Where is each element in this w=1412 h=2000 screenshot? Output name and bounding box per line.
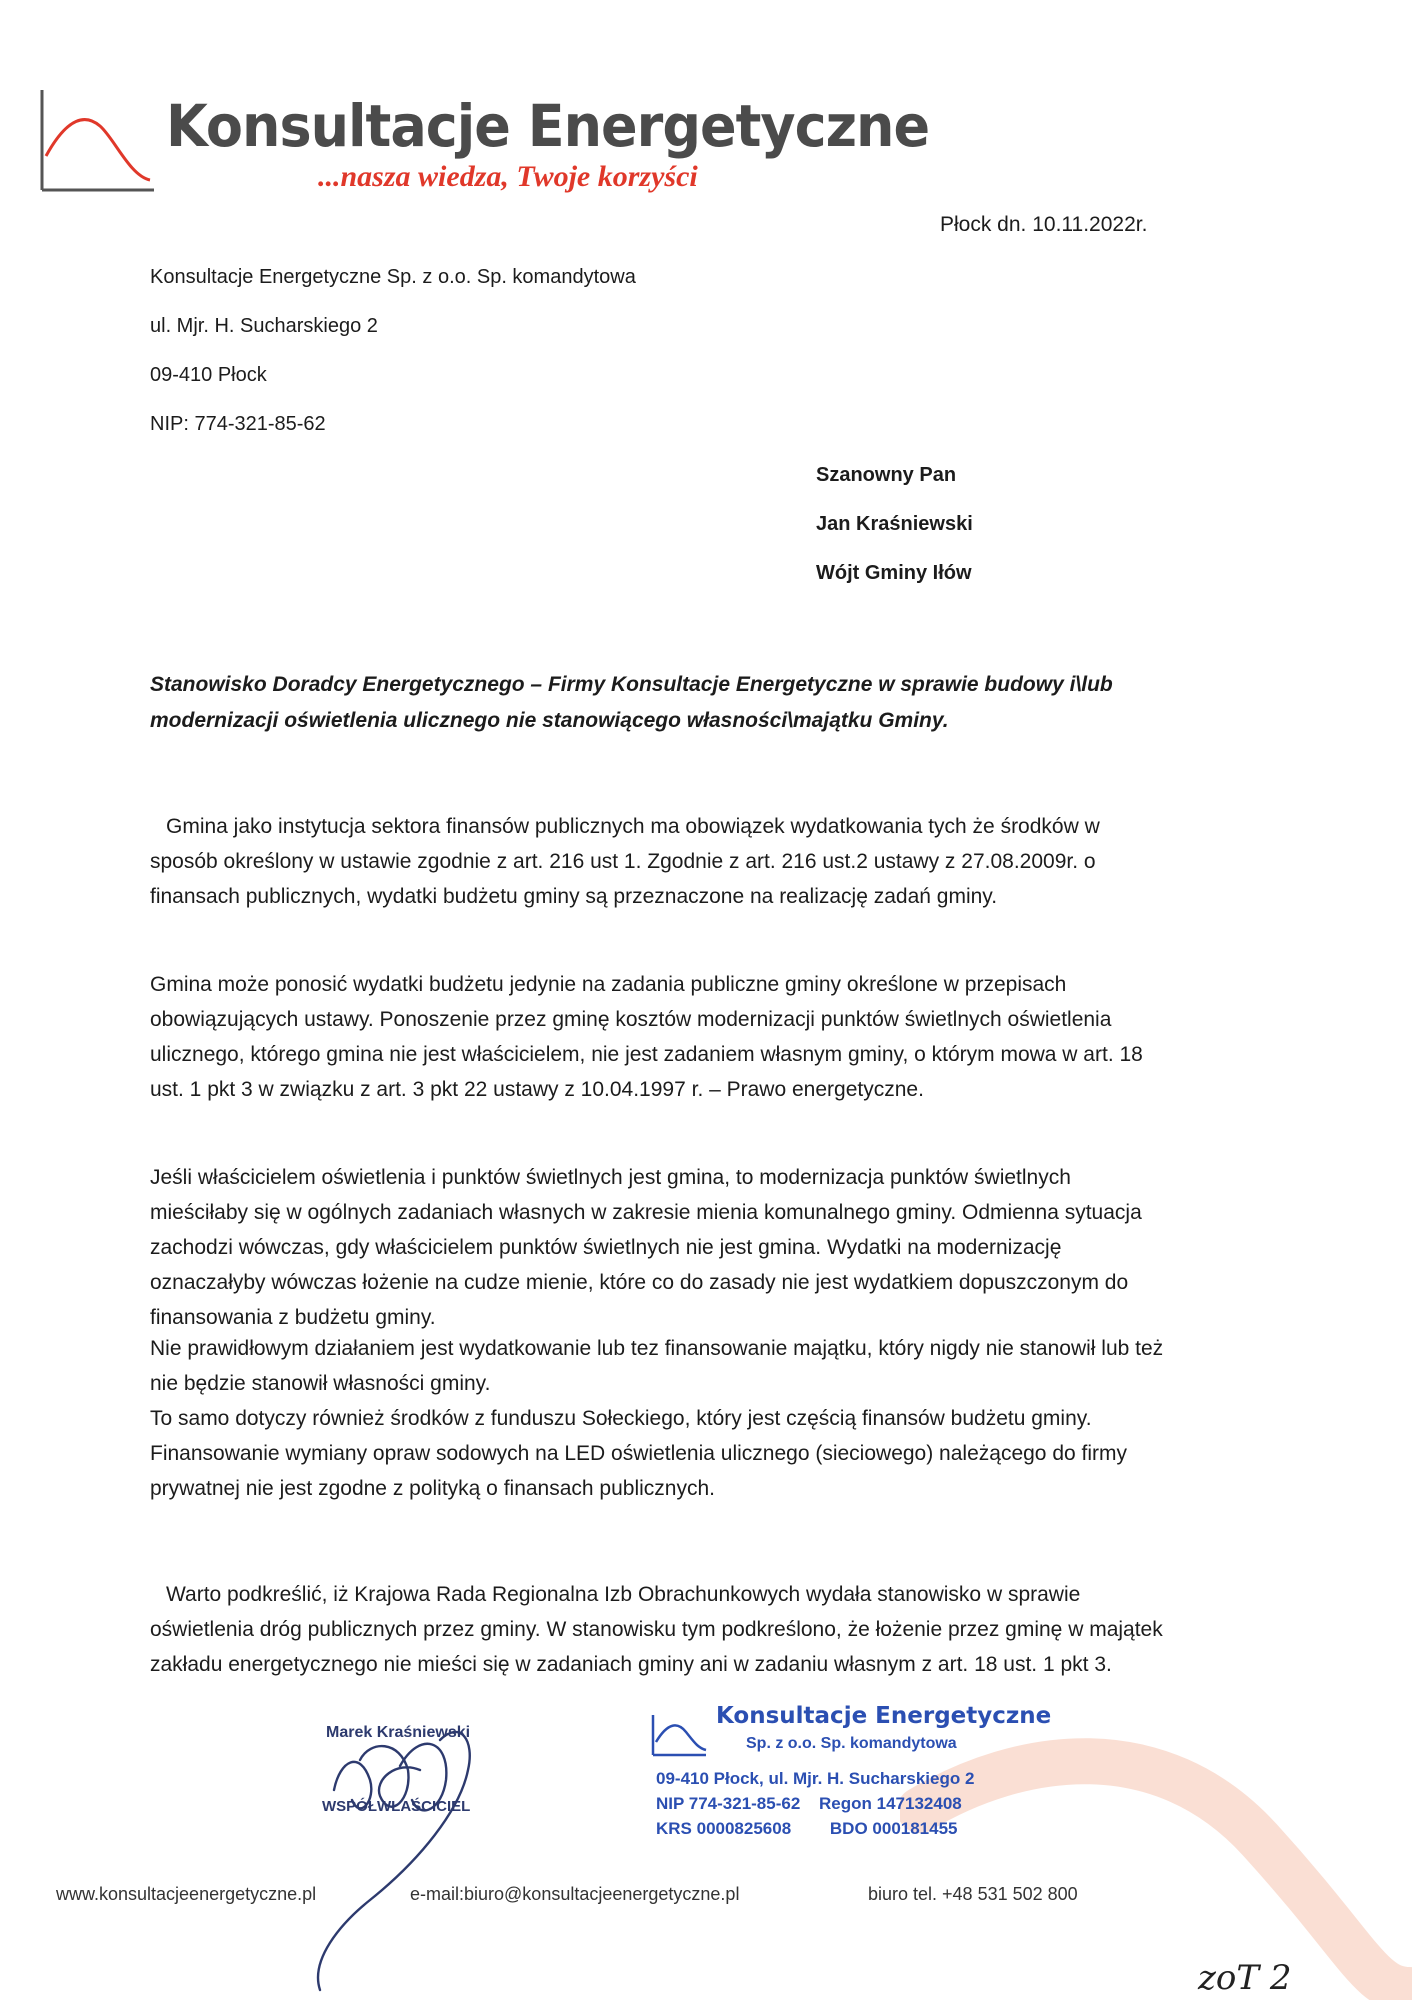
recipient-name: Jan Kraśniewski (816, 513, 973, 535)
letter-date: Płock dn. 10.11.2022r. (940, 213, 1148, 236)
body-paragraph-4c: Finansowanie wymiany opraw sodowych na LED oświetlenia ulicznego (sieciowego) należącego do firmy prywatnej nie jest zgodne z polityką o finansach publicznych. (150, 1442, 1127, 1500)
stamp-krs: KRS 0000825608 (656, 1819, 792, 1838)
sender-company: Konsultacje Energetyczne Sp. z o.o. Sp. komandytowa (150, 266, 636, 288)
stamp-address: 09-410 Płock, ul. Mjr. H. Sucharskiego 2 (656, 1769, 975, 1788)
recipient-salutation: Szanowny Pan (816, 464, 957, 486)
body-paragraph-1: Gmina jako instytucja sektora finansów publicznych ma obowiązek wydatkowania tych że środków w sposób określony w ustawie zgodnie z art. 216 ust 1. Zgodnie z art. 216 ust.2 ustawy z 27.08.2009r. o finansach publicznych, wydatki budżetu gminy są przeznaczone na realizację zadań gminy. (150, 815, 1100, 908)
body-paragraph-3: Jeśli właścicielem oświetlenia i punktów świetlnych jest gmina, to modernizacja punktów świetlnych mieściłaby się w ogólnych zadaniach własnych w zakresie mienia komunalnego gminy. Odmienna sytuacja zachodzi wówczas, gdy właścicielem punktów świetlnych nie jest gmina. Wydatki na modernizację oznaczałyby wówczas łożenie na cudze mienie, które co do zasady nie jest wydatkiem dopuszczonym do finansowania z budżetu gminy. (150, 1166, 1142, 1329)
recipient-address (816, 460, 973, 607)
company-logo-icon (38, 86, 158, 198)
sender-nip: NIP: 774-321-85-62 (150, 413, 326, 435)
sender-city: 09-410 Płock (150, 364, 267, 386)
body-paragraph-4 (150, 1331, 1170, 1506)
stamp-logo-icon (650, 1712, 708, 1758)
watermark-swoosh-icon (900, 1690, 1412, 2000)
footer-website: www.konsultacjeenergetyczne.pl (56, 1884, 317, 1904)
handwritten-signature-icon (300, 1700, 510, 2000)
body-paragraph-2: Gmina może ponosić wydatki budżetu jedynie na zadania publiczne gminy określone w przepisach obowiązujących ustawy. Ponoszenie przez gminę kosztów modernizacji punktów świetlnych oświetlenia ulicznego, którego gmina nie jest właścicielem, nie jest zadaniem własnym gminy, o którym mowa w art. 18 ust. 1 pkt 3 w związku z art. 3 pkt 22 ustawy z 10.04.1997 r. – Prawo energetyczne. (150, 973, 1143, 1101)
stamp-ids-row-1 (656, 1794, 962, 1814)
footer-email: e-mail:biuro@konsultacjeenergetyczne.pl (410, 1884, 740, 1904)
letter-subject: Stanowisko Doradcy Energetycznego – Firmy Konsultacje Energetyczne w sprawie budowy i\lub modernizacji oświetlenia ulicznego nie stanowiącego własności\majątku Gminy. (150, 673, 1113, 732)
footer-phone: biuro tel. +48 531 502 800 (868, 1884, 1078, 1904)
brand-name: Konsultacje Energetyczne (166, 92, 930, 161)
stamp-nip: NIP 774-321-85-62 (656, 1794, 801, 1813)
signature-name: Marek Kraśniewski (326, 1724, 471, 1741)
body-paragraph-5: Warto podkreślić, iż Krajowa Rada Regionalna Izb Obrachunkowych wydała stanowisko w sprawie oświetlenia dróg publicznych przez gminy. W stanowisku tym podkreślono, że łożenie przez gminę w majątek zakładu energetycznego nie mieści się w zadaniach gminy ani w zadaniu własnym z art. 18 ust. 1 pkt 3. (150, 1583, 1163, 1676)
stamp-bdo: BDO 000181455 (829, 1819, 958, 1838)
stamp-ids-row-2 (656, 1819, 958, 1839)
stamp-subtitle: Sp. z o.o. Sp. komandytowa (746, 1735, 957, 1752)
recipient-title: Wójt Gminy Iłów (816, 562, 972, 584)
stamp-title: Konsultacje Energetyczne (716, 1703, 1052, 1729)
sender-street: ul. Mjr. H. Sucharskiego 2 (150, 315, 378, 337)
brand-tagline: ...nasza wiedza, Twoje korzyści (318, 160, 698, 193)
body-paragraph-4a: Nie prawidłowym działaniem jest wydatkowanie lub tez finansowanie majątku, który nigdy nie stanowił lub też nie będzie stanowił własności gminy. (150, 1337, 1164, 1395)
body-paragraph-4b: To samo dotyczy również środków z funduszu Sołeckiego, który jest częścią finansów budżetu gminy. (150, 1407, 1092, 1430)
signature-role: WSPÓŁWŁAŚCICIEL (322, 1798, 471, 1815)
sender-address (150, 262, 636, 458)
handwritten-page-note: zoT 2 (1198, 1958, 1292, 1998)
stamp-regon: Regon 147132408 (819, 1794, 962, 1813)
